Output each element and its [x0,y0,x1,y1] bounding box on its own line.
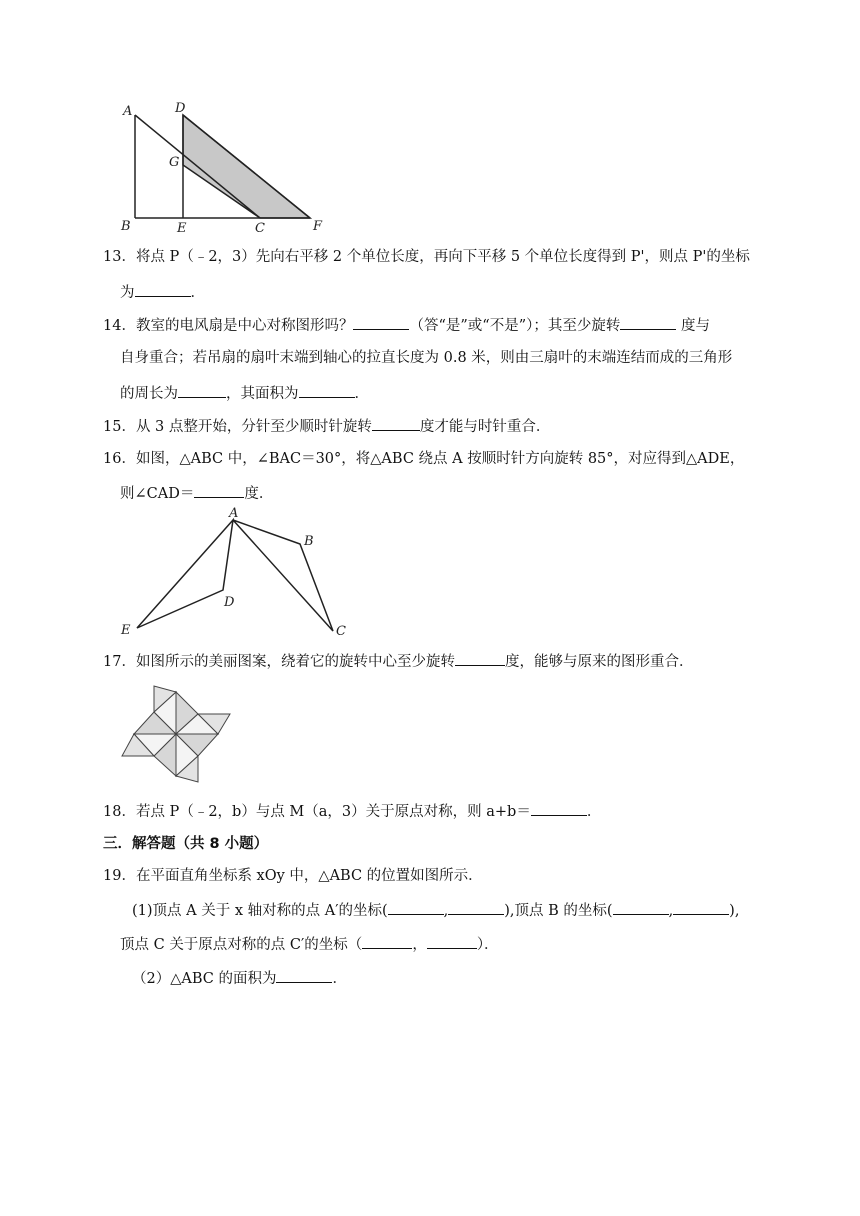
q19-part1-line1: (1)顶点 A 关于 x 轴对称的点 A′的坐标( , ),顶点 B 的坐标( , ), [132,899,739,921]
answer-blank [620,314,676,330]
answer-blank [388,899,444,915]
q19-line1: 19．在平面直角坐标系 xOy 中，△ABC 的位置如图所示． [103,868,483,884]
answer-blank [448,899,504,915]
label-E: E [121,623,131,638]
label-A: A [123,104,133,119]
label-B: B [304,534,314,549]
pinwheel-pattern-figure [118,684,234,784]
answer-blank [673,899,729,915]
label-D: D [224,595,235,610]
figure-rotated-triangles [115,506,355,641]
q13-line2: 为 ． [120,281,205,303]
q19-part1-line2: 顶点 C 关于原点对称的点 C′的坐标（ ， ）． [120,933,499,955]
answer-blank [194,482,244,498]
answer-blank [299,382,355,398]
answer-blank [276,967,332,983]
label-A: A [229,506,239,521]
label-D: D [175,101,186,116]
q14-line3: 的周长为 ，其面积为 ． [120,382,369,404]
label-F: F [313,219,323,234]
figure-triangles-shift [115,100,335,235]
answer-blank [455,650,505,666]
label-C: C [255,221,265,235]
section-heading: 三．解答题（共 8 小题） [103,836,269,852]
label-B: B [121,219,131,234]
answer-blank [372,415,420,431]
answer-blank [178,382,226,398]
label-G: G [169,155,180,170]
answer-blank [353,314,409,330]
q14-line1: 14．教室的电风扇是中心对称图形吗？ （答“是”或“不是”）；其至少旋转 度与 [103,314,710,336]
answer-blank [427,933,477,949]
q16-line2: 则∠CAD＝ 度． [120,482,273,504]
q18-line: 18．若点 P（﹣2，b）与点 M（a，3）关于原点对称，则 a+b＝ ． [103,800,601,822]
q15-line: 15．从 3 点整开始，分针至少顺时针旋转 度才能与时针重合． [103,415,550,437]
label-C: C [336,624,346,639]
q16-line1: 16．如图，△ABC 中，∠BAC＝30°，将△ABC 绕点 A 按顺时针方向旋转 85°，对应得到△ADE， [103,451,745,467]
answer-blank [613,899,669,915]
q14-line2: 自身重合；若吊扇的扇叶末端到轴心的拉直长度为 0.8 米，则由三扇叶的末端连结而成的三角形 [120,350,733,366]
label-E: E [177,221,187,235]
answer-blank [531,800,587,816]
answer-blank [362,933,412,949]
q19-part2-line: （2）△ABC 的面积为 ． [132,967,347,989]
q13-line1: 13．将点 P（﹣2，3）先向右平移 2 个单位长度，再向下平移 5 个单位长度得到 P'，则点 P'的坐标 [103,249,750,265]
answer-blank [135,281,191,297]
q17-line: 17．如图所示的美丽图案，绕着它的旋转中心至少旋转 度，能够与原来的图形重合． [103,650,693,672]
